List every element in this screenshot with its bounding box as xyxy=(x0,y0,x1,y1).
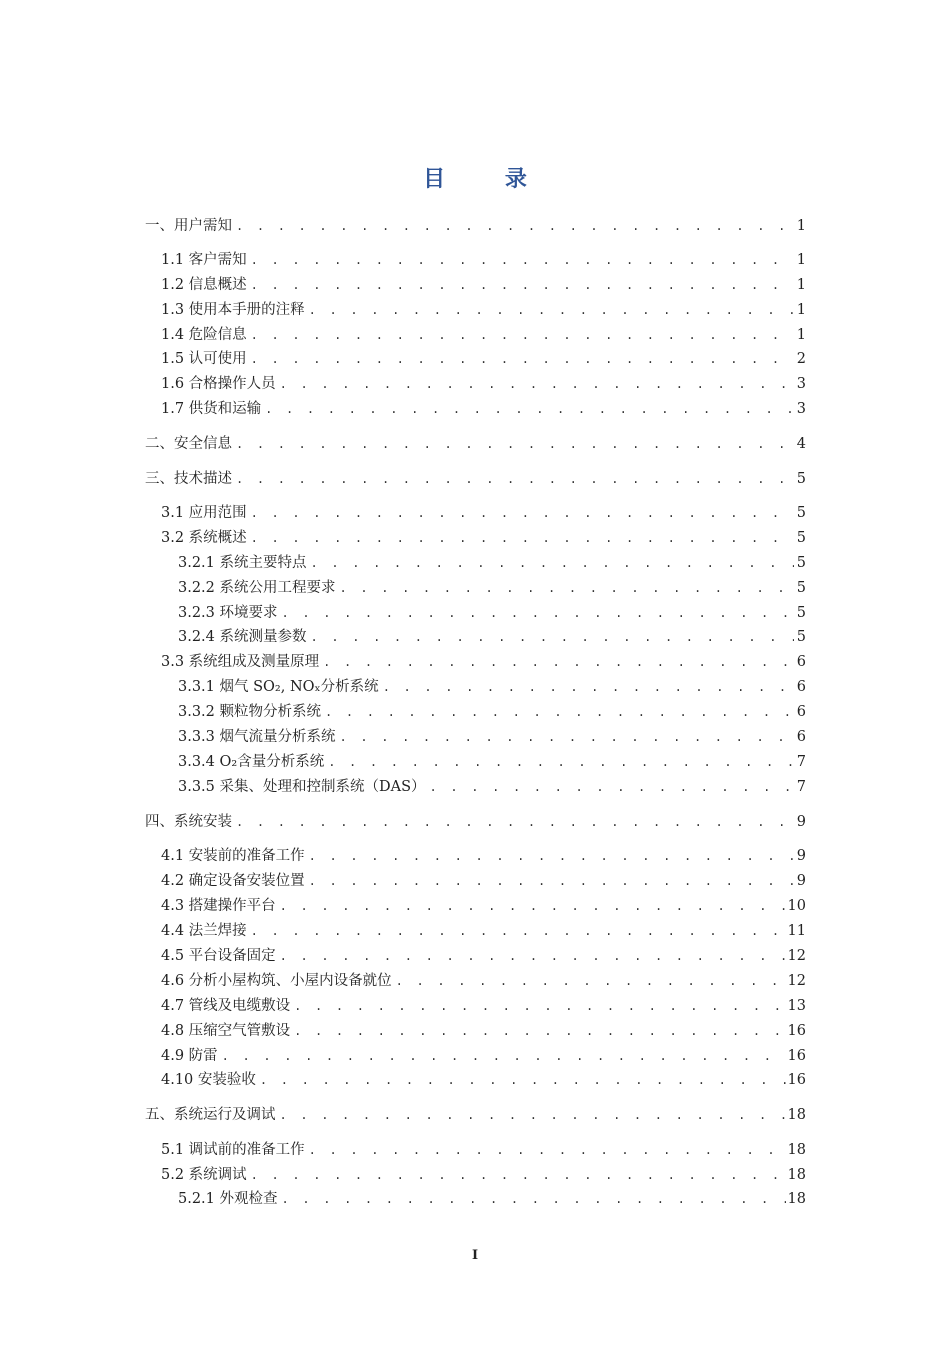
toc-entry-label: 4.6 分析小屋构筑、小屋内设备就位 xyxy=(161,973,392,989)
toc-entry-page: 5 xyxy=(796,505,806,521)
toc-entry-page: 5 xyxy=(796,530,806,546)
toc-entry-page: 9 xyxy=(796,873,806,889)
toc-entry[interactable] xyxy=(0,871,806,891)
toc-entry-label: 3.3.4 O₂含量分析系统 xyxy=(178,754,325,770)
toc-entry-label: 3.2.1 系统主要特点 xyxy=(178,555,307,571)
toc-entry-label: 4.5 平台设备固定 xyxy=(161,948,276,964)
toc-entry-page: 13 xyxy=(787,998,806,1014)
toc-entry[interactable] xyxy=(0,1021,806,1041)
toc-entry[interactable] xyxy=(0,553,806,573)
toc-entry[interactable] xyxy=(0,702,806,722)
toc-dot-leader xyxy=(294,1021,785,1041)
toc-entry[interactable] xyxy=(0,727,806,747)
toc-entry[interactable] xyxy=(0,946,806,966)
toc-entry-label: 4.8 压缩空气管敷设 xyxy=(161,1023,291,1039)
toc-entry-label: 4.9 防雷 xyxy=(161,1048,218,1064)
toc-dot-leader xyxy=(265,399,794,419)
toc-entry-label: 1.7 供货和运输 xyxy=(161,401,262,417)
toc-entry-label: 4.7 管线及电缆敷设 xyxy=(161,998,291,1014)
toc-entry[interactable] xyxy=(0,652,806,672)
toc-entry[interactable] xyxy=(0,812,806,832)
toc-dot-leader xyxy=(309,871,794,891)
toc-entry-page: 16 xyxy=(787,1023,806,1039)
toc-entry-label: 3.2 系统概述 xyxy=(161,530,247,546)
toc-entry-label: 5.2.1 外观检查 xyxy=(178,1191,278,1207)
toc-dot-leader xyxy=(251,349,794,369)
toc-dot-leader xyxy=(280,896,786,916)
toc-entry[interactable] xyxy=(0,777,806,797)
toc-entry-page: 18 xyxy=(787,1142,806,1158)
toc-dot-leader xyxy=(328,752,794,772)
toc-entry-label: 4.1 安装前的准备工作 xyxy=(161,848,305,864)
toc-entry-page: 7 xyxy=(796,779,806,795)
toc-entry-label: 1.3 使用本手册的注释 xyxy=(161,302,305,318)
toc-entry-label: 5.2 系统调试 xyxy=(161,1167,247,1183)
toc-entry[interactable] xyxy=(0,603,806,623)
toc-dot-leader xyxy=(430,777,794,797)
toc-entry-label: 3.3 系统组成及测量原理 xyxy=(161,654,320,670)
toc-dot-leader xyxy=(309,300,794,320)
toc-entry-label: 1.1 客户需知 xyxy=(161,252,247,268)
toc-entry[interactable] xyxy=(0,216,806,236)
toc-entry[interactable] xyxy=(0,677,806,697)
toc-dot-leader xyxy=(222,1046,786,1066)
toc-entry[interactable] xyxy=(0,528,806,548)
toc-entry-label: 1.5 认可使用 xyxy=(161,351,247,367)
toc-dot-leader xyxy=(309,1140,786,1160)
toc-entry-page: 10 xyxy=(787,898,806,914)
toc-entry-page: 18 xyxy=(787,1107,806,1123)
toc-entry-page: 2 xyxy=(796,351,806,367)
toc-entry[interactable] xyxy=(0,300,806,320)
toc-dot-leader xyxy=(311,627,794,647)
toc-dot-leader xyxy=(280,1105,786,1125)
toc-entry[interactable] xyxy=(0,469,806,489)
toc-dot-leader xyxy=(282,1189,786,1209)
toc-entry-label: 五、系统运行及调试 xyxy=(145,1107,276,1123)
toc-entry-label: 4.3 搭建操作平台 xyxy=(161,898,276,914)
toc-entry-page: 3 xyxy=(796,401,806,417)
toc-entry-page: 12 xyxy=(787,973,806,989)
page-number-footer: I xyxy=(471,1248,479,1263)
toc-dot-leader xyxy=(251,528,794,548)
toc-entry[interactable] xyxy=(0,374,806,394)
toc-entry-label: 1.6 合格操作人员 xyxy=(161,376,276,392)
toc-entry-label: 4.4 法兰焊接 xyxy=(161,923,247,939)
toc-entry[interactable] xyxy=(0,578,806,598)
toc-dot-leader xyxy=(251,1165,786,1185)
toc-dot-leader xyxy=(236,469,794,489)
toc-entry[interactable] xyxy=(0,846,806,866)
toc-entry-page: 16 xyxy=(787,1072,806,1088)
toc-entry-label: 4.10 安装验收 xyxy=(161,1072,256,1088)
toc-entry-label: 5.1 调试前的准备工作 xyxy=(161,1142,305,1158)
toc-dot-leader xyxy=(280,374,794,394)
toc-dot-leader xyxy=(294,996,785,1016)
toc-entry-page: 6 xyxy=(796,654,806,670)
toc-entry[interactable] xyxy=(0,1105,806,1125)
toc-entry[interactable] xyxy=(0,1140,806,1160)
toc-entry-page: 18 xyxy=(787,1167,806,1183)
toc-entry[interactable] xyxy=(0,275,806,295)
toc-entry-label: 3.1 应用范围 xyxy=(161,505,247,521)
toc-entry-page: 5 xyxy=(796,555,806,571)
toc-dot-leader xyxy=(383,677,794,697)
toc-entry-page: 3 xyxy=(796,376,806,392)
toc-entry-page: 5 xyxy=(796,605,806,621)
toc-entry[interactable] xyxy=(0,399,806,419)
toc-dot-leader xyxy=(251,250,794,270)
toc-entry-page: 1 xyxy=(796,302,806,318)
toc-entry[interactable] xyxy=(0,1070,806,1090)
toc-entry-label: 3.3.1 烟气 SO₂, NOₓ分析系统 xyxy=(178,679,379,695)
toc-entry[interactable] xyxy=(0,971,806,991)
toc-entry[interactable] xyxy=(0,325,806,345)
toc-entry-label: 二、安全信息 xyxy=(145,436,232,452)
toc-entry[interactable] xyxy=(0,349,806,369)
toc-entry-page: 1 xyxy=(796,327,806,343)
toc-dot-leader xyxy=(251,921,786,941)
toc-entry[interactable] xyxy=(0,627,806,647)
toc-dot-leader xyxy=(309,846,794,866)
toc-entry-page: 9 xyxy=(796,814,806,830)
toc-dot-leader xyxy=(260,1070,786,1090)
toc-entry-page: 1 xyxy=(796,252,806,268)
toc-dot-leader xyxy=(323,652,794,672)
toc-entry[interactable] xyxy=(0,1189,806,1209)
toc-dot-leader xyxy=(311,553,794,573)
toc-entry-page: 7 xyxy=(796,754,806,770)
toc-entry-page: 5 xyxy=(796,629,806,645)
toc-dot-leader xyxy=(251,503,794,523)
toc-entry-label: 1.4 危险信息 xyxy=(161,327,247,343)
toc-entry-page: 6 xyxy=(796,729,806,745)
toc-entry-page: 11 xyxy=(787,923,806,939)
toc-entry[interactable] xyxy=(0,250,806,270)
toc-entry-label: 3.3.2 颗粒物分析系统 xyxy=(178,704,322,720)
toc-entry-page: 1 xyxy=(796,218,806,234)
toc-entry-page: 4 xyxy=(796,436,806,452)
toc-entry[interactable] xyxy=(0,921,806,941)
toc-entry[interactable] xyxy=(0,1165,806,1185)
toc-entry[interactable] xyxy=(0,1046,806,1066)
toc-dot-leader xyxy=(251,275,794,295)
toc-entry-label: 3.2.2 系统公用工程要求 xyxy=(178,580,336,596)
toc-dot-leader xyxy=(280,946,786,966)
toc-dot-leader xyxy=(236,812,794,832)
toc-dot-leader xyxy=(236,216,794,236)
toc-entry-label: 一、用户需知 xyxy=(145,218,232,234)
toc-entry-page: 12 xyxy=(787,948,806,964)
toc-entry-label: 3.2.4 系统测量参数 xyxy=(178,629,307,645)
toc-entry-label: 3.2.3 环境要求 xyxy=(178,605,278,621)
toc-entry-label: 三、技术描述 xyxy=(145,471,232,487)
toc-entry[interactable] xyxy=(0,896,806,916)
toc-dot-leader xyxy=(340,578,794,598)
toc-entry[interactable] xyxy=(0,752,806,772)
toc-entry-page: 6 xyxy=(796,704,806,720)
toc-dot-leader xyxy=(325,702,794,722)
toc-entry-page: 9 xyxy=(796,848,806,864)
toc-entry-label: 1.2 信息概述 xyxy=(161,277,247,293)
toc-entry-page: 1 xyxy=(796,277,806,293)
toc-entry-label: 四、系统安装 xyxy=(145,814,232,830)
toc-entry-label: 4.2 确定设备安装位置 xyxy=(161,873,305,889)
page-title: 目 录 xyxy=(423,166,553,192)
toc-entry-page: 6 xyxy=(796,679,806,695)
toc-entry-page: 5 xyxy=(796,580,806,596)
toc-entry-page: 5 xyxy=(796,471,806,487)
toc-entry-label: 3.3.3 烟气流量分析系统 xyxy=(178,729,336,745)
toc-dot-leader xyxy=(340,727,794,747)
toc-entry[interactable] xyxy=(0,503,806,523)
toc-dot-leader xyxy=(251,325,794,345)
toc-entry-page: 16 xyxy=(787,1048,806,1064)
toc-dot-leader xyxy=(236,434,794,454)
toc-dot-leader xyxy=(282,603,794,623)
toc-entry-label: 3.3.5 采集、处理和控制系统（DAS） xyxy=(178,779,426,795)
toc-entry-page: 18 xyxy=(787,1191,806,1207)
toc-dot-leader xyxy=(396,971,786,991)
toc-entry[interactable] xyxy=(0,434,806,454)
toc-entry[interactable] xyxy=(0,996,806,1016)
